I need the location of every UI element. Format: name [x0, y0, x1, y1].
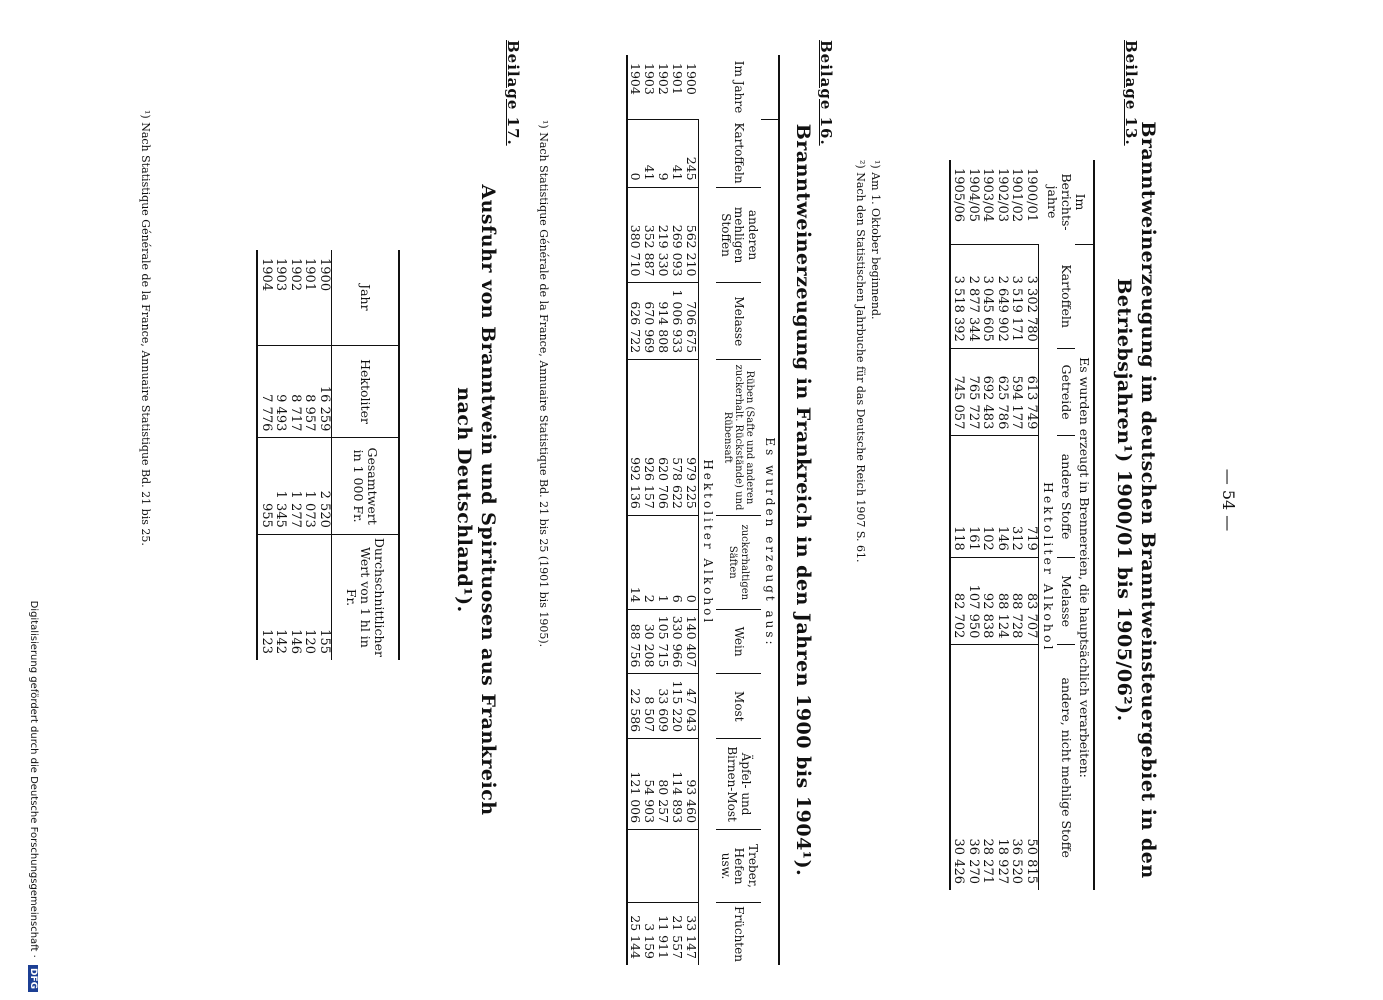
year-cell: 1903: [641, 63, 657, 95]
beilage-16-table: [626, 55, 780, 965]
table-row: [627, 55, 642, 965]
beilage-13-title-line1: Branntweinerzeugung im deutschen Branntweinsteuergebiet in den: [1137, 121, 1159, 879]
table-row: [257, 250, 273, 660]
col-zuckersaefte: zuckerhaltigen Säften: [716, 515, 760, 609]
value-cell: 9: [656, 120, 670, 188]
table-row: [670, 55, 684, 965]
value-cell: 352 887: [642, 187, 656, 283]
group-header: Es wurden erzeugt in Brennereien, die hauptsächlich verarbeiten:: [1075, 245, 1094, 891]
value-cell: 2: [642, 515, 656, 609]
col-fruechte: Früchten: [716, 903, 760, 965]
value-cell: 118: [950, 436, 966, 557]
table-row: [980, 160, 995, 890]
value-cell: 30 426: [950, 645, 966, 890]
year-cell: 1903: [273, 258, 289, 292]
table-row: [656, 55, 670, 965]
beilage-17-label: Beilage 17.: [504, 40, 522, 146]
col-gesamtwert: Gesamtwert in 1 000 Fr.: [332, 438, 400, 535]
value-cell: 613 749: [1023, 348, 1038, 436]
value-cell: 2 649 902: [994, 245, 1009, 349]
table-row: [965, 160, 980, 890]
value-cell: 146: [287, 534, 302, 660]
value-cell: 8 717: [287, 345, 302, 438]
col-melasse: Melasse: [1057, 557, 1075, 645]
year-cell: 1900: [684, 63, 700, 95]
value-cell: 121 006: [627, 739, 642, 830]
value-cell: 3 302 780: [1023, 245, 1038, 349]
value-cell: 8 507: [642, 674, 656, 739]
value-cell: 992 136: [627, 360, 642, 516]
year-cell: 1900/01: [1024, 168, 1040, 223]
table-row: [1009, 160, 1024, 890]
value-cell: 578 622: [670, 360, 684, 516]
value-cell: 30 208: [642, 609, 656, 674]
beilage-13-note-2: ²) Nach den Statistischen Jahrbuche für das Deutsche Reich 1907 S. 61.: [854, 160, 867, 563]
page-number: — 54 —: [1219, 468, 1238, 532]
value-cell: 88 124: [994, 557, 1009, 645]
value-cell: 80 257: [656, 739, 670, 830]
value-cell: 245: [684, 120, 699, 188]
dfg-logo: DFG: [28, 965, 38, 992]
value-cell: 115 220: [670, 674, 684, 739]
beilage-17-title: [452, 40, 500, 960]
value-cell: 11 911: [656, 903, 670, 965]
col-jahr: Jahr: [332, 250, 400, 345]
value-cell: 955: [257, 438, 273, 535]
col-most: Most: [716, 674, 760, 739]
table-row: [1023, 160, 1038, 890]
value-cell: 9 493: [273, 345, 288, 438]
value-cell: 765 727: [965, 348, 980, 436]
value-cell: 47 043: [684, 674, 699, 739]
value-cell: 114 893: [670, 739, 684, 830]
year-cell: 1901: [669, 63, 685, 95]
value-cell: 3 045 605: [980, 245, 995, 349]
beilage-13-note-1: ¹) Am 1. Oktober beginnend.: [869, 160, 882, 320]
value-cell: 120: [302, 534, 317, 660]
value-cell: 219 330: [656, 187, 670, 283]
table-row: [273, 250, 288, 660]
group-header: Es wurden erzeugt aus:: [761, 120, 779, 966]
value-cell: 82 702: [950, 557, 966, 645]
value-cell: 92 838: [980, 557, 995, 645]
value-cell: 41: [670, 120, 684, 188]
value-cell: 36 520: [1009, 645, 1024, 890]
table-row: [994, 160, 1009, 890]
year-cell: 1901: [302, 258, 318, 292]
value-cell: 36 270: [965, 645, 980, 890]
year-cell: 1904/05: [965, 168, 981, 223]
beilage-13-title: [1112, 40, 1160, 960]
value-cell: 155: [316, 534, 331, 660]
value-cell: [684, 830, 699, 903]
col-wein: Wein: [716, 609, 760, 674]
value-cell: 3 159: [642, 903, 656, 965]
value-cell: 25 144: [627, 903, 642, 965]
year-header: Im Berichts-jahre: [1044, 173, 1088, 231]
value-cell: 7 776: [257, 345, 273, 438]
year-cell: 1902: [287, 258, 303, 292]
value-cell: 914 808: [656, 283, 670, 360]
value-cell: 380 710: [627, 187, 642, 283]
table-row: [302, 250, 317, 660]
value-cell: 1: [656, 515, 670, 609]
value-cell: 312: [1009, 436, 1024, 557]
value-cell: 8 957: [302, 345, 317, 438]
col-aepfel-birnen-most: Äpfel- und Birnen-Most: [716, 739, 760, 830]
value-cell: 330 966: [670, 609, 684, 674]
beilage-17-table: [256, 250, 400, 660]
value-cell: 22 586: [627, 674, 642, 739]
value-cell: 979 225: [684, 360, 699, 516]
beilage-13-label: Beilage 13.: [1122, 40, 1140, 146]
value-cell: 706 675: [684, 283, 699, 360]
col-getreide: Getreide: [1057, 348, 1075, 436]
year-cell: 1904: [627, 63, 643, 95]
value-cell: 626 722: [627, 283, 642, 360]
col-kartoffeln: Kartoffeln: [732, 122, 747, 184]
unit-header: Hektoliter Alkohol: [698, 120, 716, 966]
value-cell: 28 271: [980, 645, 995, 890]
col-kartoffeln: Kartoffeln: [1059, 264, 1074, 328]
col-treber-hefen: Treber, Hefen usw.: [716, 830, 760, 903]
col-rueben: Rüben (Safte und anderen zuckerhalt. Rückstände) und Rübensaft: [716, 360, 760, 516]
credit-text: Digitalisierung gefördert durch die Deutsche Forschungsgemeinschaft ·: [28, 600, 39, 958]
col-nicht-mehlige: andere, nicht mehlige Stoffe: [1057, 645, 1075, 890]
year-cell: 1905/06: [951, 168, 967, 223]
value-cell: 3 518 392: [950, 245, 966, 349]
year-cell: 1904: [258, 258, 274, 292]
value-cell: 21 557: [670, 903, 684, 965]
beilage-17-title-line1: Ausfuhr von Branntwein und Spirituosen aus Frankreich: [477, 184, 499, 816]
value-cell: 1 006 933: [670, 283, 684, 360]
value-cell: 83 707: [1023, 557, 1038, 645]
value-cell: 33 147: [684, 903, 699, 965]
value-cell: 1 277: [287, 438, 302, 535]
col-andere-stoffe: andere Stoffe: [1057, 436, 1075, 557]
year-cell: 1903/04: [980, 168, 996, 223]
value-cell: 594 177: [1009, 348, 1024, 436]
value-cell: 926 157: [642, 360, 656, 516]
value-cell: 719: [1023, 436, 1038, 557]
value-cell: 18 927: [994, 645, 1009, 890]
beilage-16-note: ¹) Nach Statistique Générale de la France, Annuaire Statistique Bd. 21 bis 25 (1901 bis 1905).: [537, 120, 550, 648]
year-cell: 1902: [655, 63, 671, 95]
value-cell: 54 903: [642, 739, 656, 830]
value-cell: 93 460: [684, 739, 699, 830]
beilage-17-title-line2: nach Deutschland¹).: [453, 387, 475, 613]
value-cell: 625 786: [994, 348, 1009, 436]
year-cell: 1902/03: [994, 168, 1010, 223]
value-cell: 670 969: [642, 283, 656, 360]
value-cell: 620 706: [656, 360, 670, 516]
col-durchschnittswert: Durchschnittlicher Wert von 1 hl in Fr.: [332, 534, 400, 660]
value-cell: 0: [684, 515, 699, 609]
value-cell: 2 877 344: [965, 245, 980, 349]
value-cell: 269 093: [670, 187, 684, 283]
value-cell: 50 815: [1023, 645, 1038, 890]
year-header: Im Jahre: [731, 60, 746, 114]
value-cell: 123: [257, 534, 273, 660]
col-hektoliter: Hektoliter: [332, 345, 400, 438]
value-cell: 142: [273, 534, 288, 660]
digitization-credit: [0, 0, 39, 1000]
value-cell: [656, 830, 670, 903]
value-cell: 41: [642, 120, 656, 188]
value-cell: 140 407: [684, 609, 699, 674]
value-cell: 3 519 171: [1009, 245, 1024, 349]
col-mehlige-stoffe: anderen mehligen Stoffen: [716, 187, 760, 283]
value-cell: 102: [980, 436, 995, 557]
col-melasse: Melasse: [716, 283, 760, 360]
value-cell: 146: [994, 436, 1009, 557]
value-cell: 692 483: [980, 348, 995, 436]
value-cell: 107 950: [965, 557, 980, 645]
beilage-13-title-line2: Betriebsjahren¹) 1900/01 bis 1905/06²).: [1113, 278, 1135, 722]
beilage-16-title: Branntweinerzeugung in Frankreich in den Jahren 1900 bis 1904¹).: [792, 123, 814, 877]
value-cell: 6: [670, 515, 684, 609]
value-cell: 14: [627, 515, 642, 609]
value-cell: 161: [965, 436, 980, 557]
value-cell: [627, 830, 642, 903]
beilage-16-label: Beilage 16.: [817, 40, 835, 146]
value-cell: 745 057: [950, 348, 966, 436]
table-row: [316, 250, 331, 660]
value-cell: 0: [627, 120, 642, 188]
year-cell: 1901/02: [1009, 168, 1025, 223]
table-row: [287, 250, 302, 660]
value-cell: 88 728: [1009, 557, 1024, 645]
value-cell: 33 609: [656, 674, 670, 739]
value-cell: [670, 830, 684, 903]
unit-header: Hektoliter Alkohol: [1039, 245, 1058, 891]
value-cell: 88 756: [627, 609, 642, 674]
value-cell: 1 073: [302, 438, 317, 535]
value-cell: 562 210: [684, 187, 699, 283]
year-cell: 1900: [317, 258, 332, 292]
beilage-13-table: [949, 160, 1095, 890]
value-cell: 105 715: [656, 609, 670, 674]
table-row: [684, 55, 699, 965]
table-row: [950, 160, 966, 890]
value-cell: [642, 830, 656, 903]
beilage-17-note: ¹) Nach Statistique Générale de la France, Annuaire Statistique Bd. 21 bis 25.: [139, 110, 152, 546]
table-row: [642, 55, 656, 965]
value-cell: 2 520: [316, 438, 331, 535]
value-cell: 1 345: [273, 438, 288, 535]
value-cell: 16 259: [316, 345, 331, 438]
